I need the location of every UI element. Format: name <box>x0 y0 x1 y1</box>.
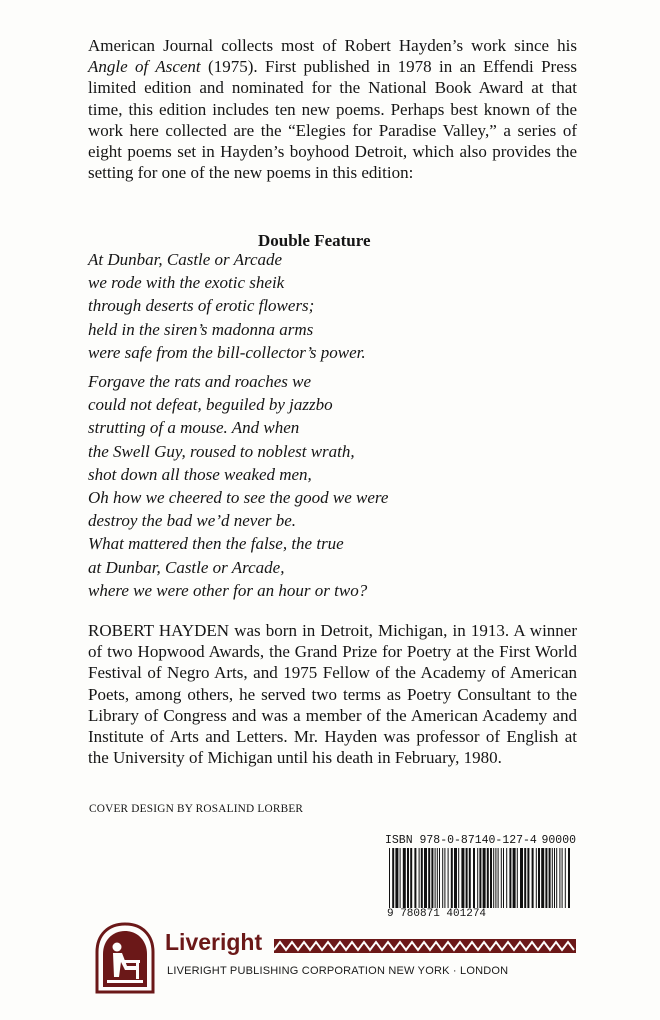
poem-line: At Dunbar, Castle or Arcade <box>88 250 283 269</box>
barcode-bar <box>495 848 496 908</box>
barcode-bar <box>473 848 475 908</box>
barcode-bar <box>477 848 478 908</box>
barcode-bar <box>552 848 553 908</box>
barcode-bar <box>554 848 555 908</box>
book-title-reference: Angle of Ascent <box>88 57 201 77</box>
barcode-bar <box>524 848 526 908</box>
barcode-bar <box>392 848 394 908</box>
poem-line: where we were other for an hour or two? <box>88 580 368 600</box>
intro-text-start: American Journal collects most of Robert Hayden’s work since his <box>88 36 577 55</box>
poem-line: could not defeat, beguiled by jazzbo <box>88 395 333 415</box>
barcode-bar <box>461 848 464 908</box>
barcode-bar <box>479 848 481 908</box>
poem-line: Oh how we cheered to see the good we were <box>88 488 389 507</box>
cover-credit: COVER DESIGN BY ROSALIND LORBER <box>89 803 304 815</box>
poem-line: strutting of a mouse. And when <box>88 418 300 438</box>
barcode-bar <box>509 848 511 908</box>
poem-line: shot down all those weaked men, <box>88 464 312 484</box>
isbn-number: ISBN 978-0-87140-127-4 <box>385 834 537 847</box>
barcode-bar <box>541 848 544 908</box>
poem-line: Forgave the rats and roaches we <box>88 372 312 391</box>
liveright-logo <box>94 922 156 995</box>
isbn-label <box>385 834 576 847</box>
barcode-bar <box>562 848 563 908</box>
barcode-bar <box>469 848 471 908</box>
barcode-bar <box>437 848 438 908</box>
barcode-bar <box>448 848 449 908</box>
barcode-bar <box>410 848 412 908</box>
barcode-bar <box>451 848 453 908</box>
barcode-bar <box>407 848 409 908</box>
barcode-bar <box>487 848 489 908</box>
publisher-line: LIVERIGHT PUBLISHING CORPORATION NEW YORK · LONDON <box>167 965 509 977</box>
barcode-bar <box>395 848 398 908</box>
publisher-brand: Liveright <box>165 929 263 955</box>
barcode-bar <box>435 848 436 908</box>
poem-line: What mattered then the false, the true <box>88 534 344 554</box>
barcode-bar <box>503 848 504 908</box>
barcode-bar <box>431 848 433 908</box>
barcode-bars <box>385 848 576 908</box>
barcode-bar <box>442 848 443 908</box>
poem-line: we rode with the exotic sheik <box>88 273 285 293</box>
barcode-bar <box>428 848 430 908</box>
barcode-bar <box>513 848 516 908</box>
barcode-bar <box>403 848 406 908</box>
poem-stanza-2 <box>88 370 355 486</box>
barcode-bar <box>466 848 468 908</box>
poem-title: Double Feature <box>258 231 371 250</box>
barcode-bar <box>532 848 534 908</box>
barcode-digits: 9 780871 401274 <box>387 908 487 920</box>
barcode-bar <box>549 848 551 908</box>
barcode-bar <box>490 848 492 908</box>
isbn-barcode <box>385 834 576 919</box>
barcode-bar <box>536 848 537 908</box>
poem-line: at Dunbar, Castle or Arcade, <box>88 557 285 577</box>
intro-text-end: (1975). First published in 1978 in an Effendi Press limited edition and nominated for the National Book Award at that time, this edition includes ten new poems. Perhaps best known of the work here collected are the “Elegies for Paradise Valley,” a series of eight poems set in Hayden’s boyhood Detroit, which also provides the setting for one of the new poems in this edition: <box>88 57 577 183</box>
barcode-bar <box>414 848 416 908</box>
barcode-bar <box>520 848 523 908</box>
barcode-bar <box>501 848 502 908</box>
barcode-bar <box>559 848 560 908</box>
poem-stanza-3 <box>88 486 388 602</box>
barcode-bar <box>421 848 423 908</box>
barcode-bar <box>483 848 486 908</box>
barcode-bar <box>556 848 557 908</box>
poem-stanza-1 <box>88 248 366 364</box>
barcode-bar <box>439 848 440 908</box>
barcode-bar <box>444 848 445 908</box>
barcode-bar <box>458 848 459 908</box>
barcode-bar <box>506 848 507 908</box>
barcode-bar <box>389 848 390 908</box>
barcode-bar <box>498 848 499 908</box>
barcode-bar <box>545 848 547 908</box>
barcode-bar <box>454 848 457 908</box>
barcode-bar <box>565 848 566 908</box>
barcode-bar <box>517 848 518 908</box>
barcode-bar <box>400 848 401 908</box>
poem-line: were safe from the bill-collector’s power. <box>88 342 366 362</box>
barcode-bar <box>419 848 420 908</box>
author-bio: ROBERT HAYDEN was born in Detroit, Michigan, in 1913. A winner of two Hopwood Awards, the Grand Prize for Poetry at the First World Festival of Negro Arts, and 1975 Fellow of the Academy of American Poets, among others, he served two terms as Poetry Consultant to the Library of Congress and was a member of the American Academy and Institute of Arts and Letters. Mr. Hayden was professor of English at the University of Michigan until his death in February, 1980. <box>88 621 577 768</box>
barcode-bar <box>527 848 529 908</box>
price-addon: 90000 <box>541 834 576 847</box>
barcode-bar <box>493 848 494 908</box>
barcode-bar <box>568 848 570 908</box>
barcode-bar <box>424 848 427 908</box>
poem-line: destroy the bad we’d never be. <box>88 511 297 531</box>
decorative-zigzag-border <box>274 939 576 953</box>
poem-line: the Swell Guy, roused to noblest wrath, <box>88 441 355 461</box>
barcode-bar <box>538 848 540 908</box>
poem-line: held in the siren’s madonna arms <box>88 319 314 339</box>
intro-paragraph <box>88 35 577 183</box>
poem-line: through deserts of erotic flowers; <box>88 296 315 316</box>
